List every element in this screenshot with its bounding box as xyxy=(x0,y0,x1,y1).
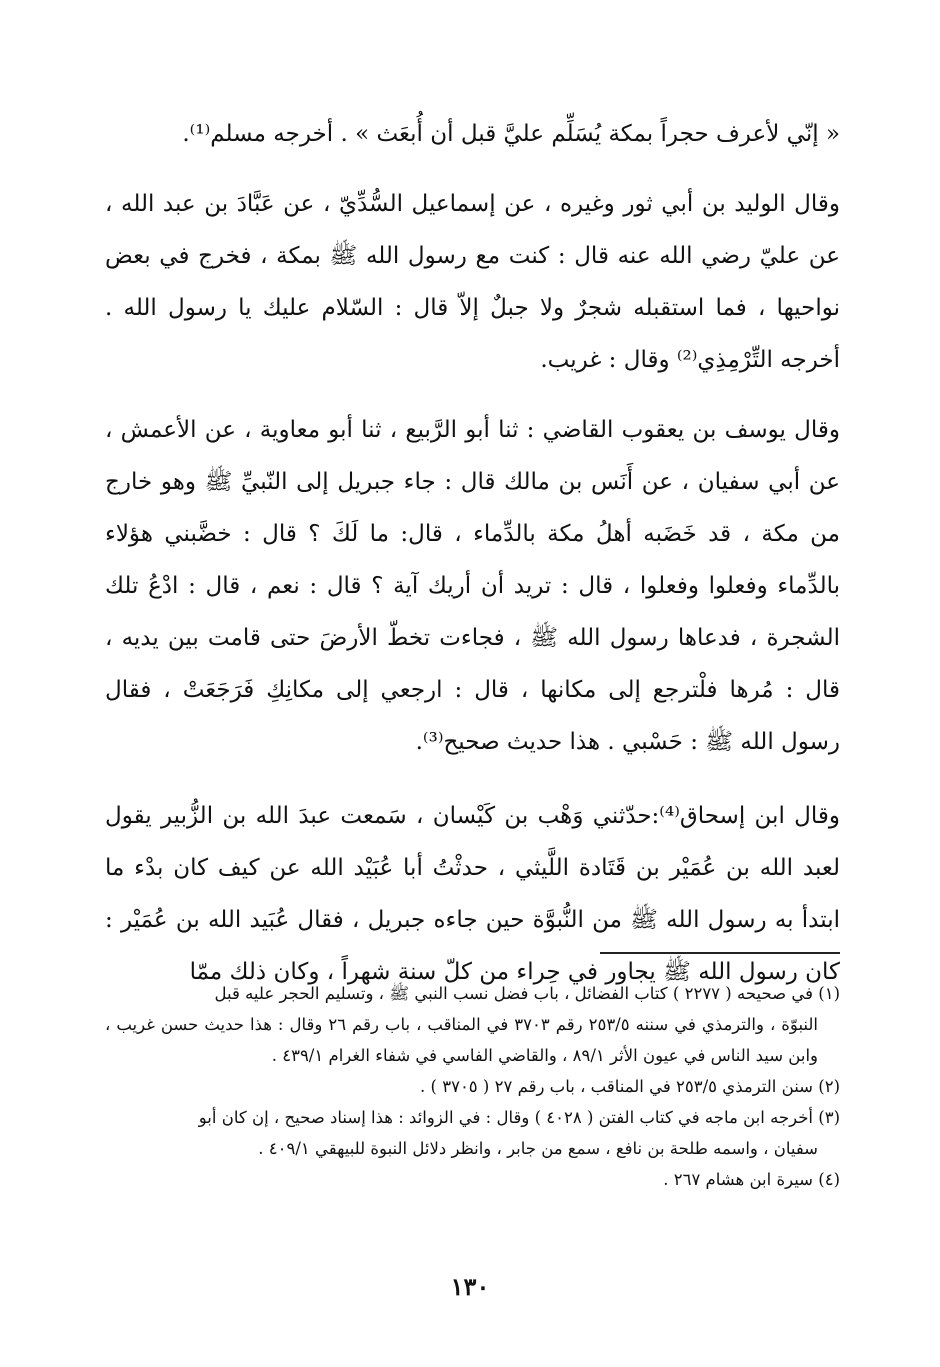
footnote-1: (١) في صحيحه ( ٢٢٧٧ ) كتاب الفضائل ، باب فضل نسب النبي ﷺ ، وتسليم الحجر عليه قبل xyxy=(214,984,840,1003)
main-text xyxy=(105,108,840,998)
footnote-4: (٤) سيرة ابن هشام ٢٦٧ . xyxy=(663,1170,840,1189)
footnotes xyxy=(105,978,840,1195)
footnote-separator xyxy=(600,952,840,954)
page-number: ١٣٠ xyxy=(450,1272,490,1301)
footnote-2: (٢) سنن الترمذي ٢٥٣/٥ في المناقب ، باب رقم ٢٧ ( ٣٧٠٥ ) . xyxy=(420,1077,840,1096)
footnote-1-continuation: النبوّة ، والترمذي في سننه ٢٥٣/٥ رقم ٣٧٠٣ في المناقب ، باب رقم ٢٦ وقال : هذا حديث حسن غريب ، وابن سيد الناس في عيون الأثر ٨٩/١ ، والقاضي الفاسي في شفاء الغرام ٤٣٩/١ . xyxy=(105,1015,819,1065)
paragraph-4: وقال ابن إسحاق⁽⁴⁾:حدّثني وَهْب بن كَيْسان ، سَمعت عبدَ الله بن الزُّبير يقول لعبد الله بن عُمَيْر بن قَتَادة اللَّيثي ، حدثْتُ أبا عُبَيْد الله عن كيف كان بدْء ما ابتدأ به رسول الله ﷺ من النُّبوَّة حين جاءه جبريل ، فقال عُبَيد الله بن عُمَيْر : كان رسول الله ﷺ يجاور في حِراء من كلّ سنة شهراً ، وكان ذلك ممّا xyxy=(105,803,840,985)
footnote-3-continuation: سفيان ، واسمه طلحة بن نافع ، سمع من جابر ، وانظر دلائل النبوة للبيهقي ٤٠٩/١ . xyxy=(258,1139,818,1158)
paragraph-2: وقال الوليد بن أبي ثور وغيره ، عن إسماعيل السُّدِّيّ ، عن عَبَّادَ بن عبد الله ، عن عليّ رضي الله عنه قال : كنت مع رسول الله ﷺ بمكة ، فخرج في بعض نواحيها ، فما استقبله شجرٌ ولا جبلٌ إلاّ قال : السّلام عليك يا رسول الله . أخرجه التِّرْمِذِي⁽²⁾ وقال : غريب. xyxy=(105,191,840,373)
paragraph-1: « إنّي لأعرف حجراً بمكة يُسَلِّم عليَّ قبل أن أُبعَث » . أخرجه مسلم⁽¹⁾. xyxy=(182,121,840,147)
paragraph-3: وقال يوسف بن يعقوب القاضي : ثنا أبو الرَّبيع ، ثنا أبو معاوية ، عن الأعمش ، عن أبي سفيان ، عن أَنَس بن مالك قال : جاء جبريل إلى النّبيِّ ﷺ وهو خارج من مكة ، قد خَضَبه أهلُ مكة بالدِّماء ، قال: ما لَكَ ؟ قال : خضَّبني هؤلاء بالدِّماء وفعلوا وفعلوا ، قال : تريد أن أريك آية ؟ قال : نعم ، قال : ادْعُ تلك الشجرة ، فدعاها رسول الله ﷺ ، فجاءت تخطّ الأرضَ حتى قامت بين يديه ، قال : مُرها فلْترجع إلى مكانها ، قال : ارجعي إلى مكانِكِ فَرَجَعَتْ ، فقال رسول الله ﷺ : حَسْبي . هذا حديث صحيح⁽³⁾. xyxy=(105,417,841,755)
footnote-3: (٣) أخرجه ابن ماجه في كتاب الفتن ( ٤٠٢٨ ) وقال : في الزوائد : هذا إسناد صحيح ، إن كان أبو xyxy=(198,1108,840,1127)
